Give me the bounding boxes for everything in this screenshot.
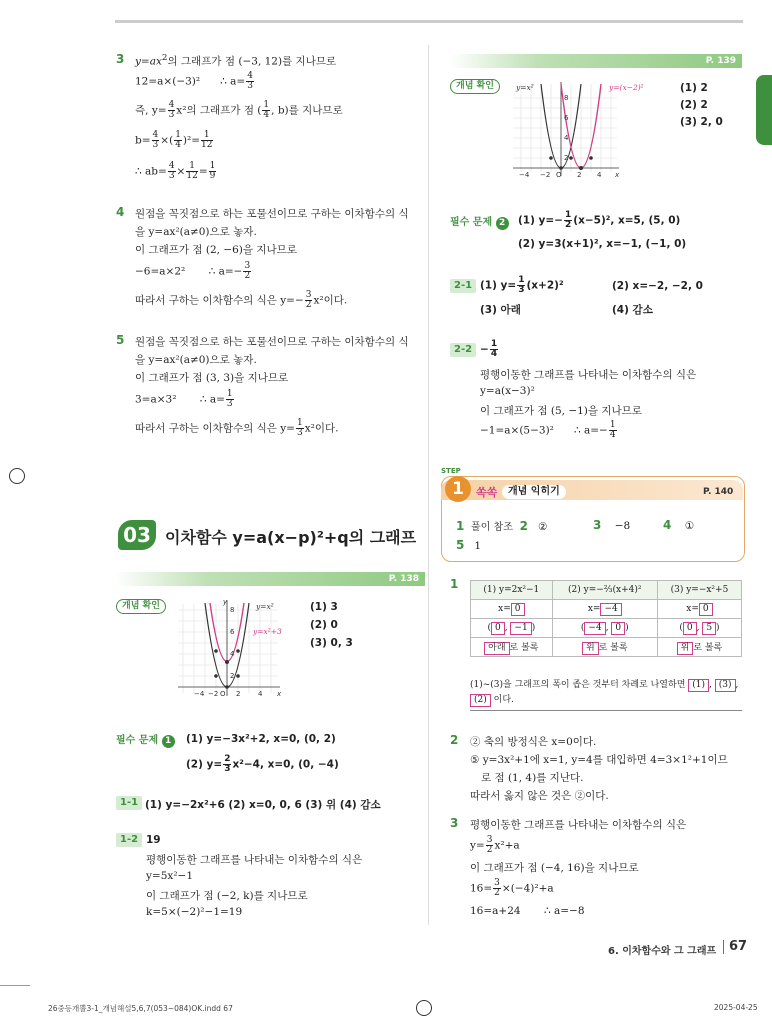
p3-l5e: = [198,165,208,178]
table-header: (2) y=−⅔(x+4)² [552,581,657,600]
chapter-title: 6. 이차함수와 그 그래프 [608,946,717,957]
required-1-a2a: (2) y= [186,758,223,771]
exercise-3-l2b: x²+a [494,839,520,852]
p3-l2b: ∴ a= [220,75,246,88]
p3-l3cd: 4 [263,110,270,120]
step-row-1 [456,518,547,533]
q2-1-a3: (3) 아래 [480,304,521,316]
q1-2-l2: y=5x²−1 [146,870,194,882]
q2-2-l1: 평행이동한 그래프를 나타내는 이차함수의 식은 [480,369,697,381]
q2-1-label: 2-1 [450,279,476,293]
q2-2-l4d: 4 [609,430,616,440]
exercise-3-l2a: y= [470,839,485,852]
step-r1-n1: 1 [456,519,465,533]
table-cell-box: −4 [584,622,605,635]
section-page-ref: P. 138 [388,574,419,584]
required-2-a1a: (1) y=− [518,214,563,227]
left-graph-point [225,685,229,689]
page-number: 67 [729,939,748,954]
step-r2-a1: 1 [474,540,482,552]
svg-text:y: y [223,598,228,606]
p3-l2d: 3 [247,81,253,91]
step-r1-a4: ① [684,520,695,532]
svg-text:−4: −4 [194,690,205,698]
svg-text:8: 8 [564,94,569,102]
left-graph-label-base: y=x² [256,602,274,611]
q2-2-ans-a: − [480,343,489,356]
q1-2-label: 1-2 [116,833,142,847]
q2-2-l2: y=a(x−3)² [480,385,535,397]
exercise-3-l2d: 2 [486,845,493,855]
p5-l5a: 따라서 구하는 이차함수의 식은 y= [135,422,295,435]
p5-l4d: 3 [226,399,233,409]
problem-5-number: 5 [116,333,125,347]
right-page-ref: P. 139 [705,56,736,66]
q2-2-label: 2-2 [450,343,476,357]
p3-l4c: 1 [175,130,181,140]
exercise-1-note-box: (1) [688,679,709,692]
q2-1-a2: (2) x=−2, −2, 0 [612,280,703,292]
p3-l5d: 3 [168,171,175,181]
p3-l4e: = [191,134,201,147]
slug-file: 26중등개뿔3-1_개념해설5,6,7(053~084)OK.indd 67 [48,1004,233,1013]
exercise-3-l5b: ∴ a=−8 [543,905,585,917]
step-page-ref: P. 140 [703,487,734,497]
right-graph-point [579,166,583,170]
right-graph-point [549,156,553,160]
step-r1-n4: 4 [663,518,672,532]
section-page-bar [115,572,425,586]
svg-text:4: 4 [597,171,602,179]
step-r1-a2: ② [537,521,548,533]
table-header: (1) y=2x²−1 [471,581,553,600]
q1-2-l3: 이 그래프가 점 (−2, k)를 지나므로 [146,890,308,902]
right-graph-point [589,156,593,160]
left-concept-a3: (3) 0, 3 [310,637,353,649]
table-cell-box: 0 [611,622,625,635]
left-concept-a1: (1) 3 [310,601,338,613]
step-r1-n2: 2 [519,519,528,533]
p5-l5d: 3 [296,428,303,438]
table-cell-box: 0 [699,603,713,616]
step-r1-a3: −8 [614,520,631,532]
p5-l5b: x²이다. [304,422,339,435]
table-row [471,600,742,619]
p5-l4n: 1 [226,389,233,399]
table-cell: 로 볼록 [693,642,723,653]
right-concept-label: 개념 확인 [450,79,500,94]
p4-l4n: 3 [244,261,251,271]
q2-2-ans-d: 4 [490,349,498,359]
p4-l5n: 3 [305,290,312,300]
exercise-3-l2n: 3 [486,835,493,845]
required-1-a1: (1) y=−3x²+2, x=0, (0, 2) [186,733,336,745]
left-concept-a2: (2) 0 [310,619,338,631]
exercise-2-l4: 따라서 옳지 않은 것은 ②이다. [470,790,609,802]
table-cell-box: −1 [510,622,531,635]
top-rule [115,20,743,23]
left-graph-point [214,649,218,653]
right-page-bar [450,54,742,68]
left-concept-label: 개념 확인 [116,599,166,614]
table-header: (3) y=−x²+5 [657,581,741,600]
p3-l3c: 1 [263,100,270,110]
right-graph-point [559,166,563,170]
p4-l4b: ∴ a=− [208,265,243,278]
footer-separator [723,940,724,954]
table-cell-box: 0 [491,622,505,635]
table-cell: x= [686,603,699,614]
q2-2-l4b: ∴ a=− [573,424,608,437]
p3-l4cd: 4 [175,140,181,150]
left-graph-point [236,649,240,653]
required-1-a2d: 3 [224,764,231,774]
step-row-2 [456,538,481,552]
p3-l4d: 3 [152,140,159,150]
step-label: STEP [441,467,461,475]
p5-l4b: ∴ a= [199,393,225,406]
q1-2-l4: k=5×(−2)²−1=19 [146,906,243,918]
table-cell-box: 5 [702,622,716,635]
table-cell: 로 볼록 [598,642,628,653]
exercise-1-number: 1 [450,577,459,591]
exercise-2-number: 2 [450,733,459,747]
step-number: 1 [445,476,471,502]
p5-l2: 을 y=ax²(a≠0)으로 놓자. [135,354,257,366]
problem-3-number: 3 [116,52,125,66]
section-badge-text: 03 [123,523,151,547]
table-cell-box: 아래 [484,642,509,655]
svg-text:4: 4 [258,690,263,698]
svg-text:6: 6 [230,628,235,636]
p3-l1a: y=ax [135,55,162,68]
table-cell-box: 위 [677,642,694,655]
registration-mark-icon [416,1000,432,1016]
required-2-number: 2 [496,217,509,230]
q2-2-l4: −1=a×(5−3)² [480,424,554,437]
p3-l5b: × [176,165,186,178]
right-concept-a3: (3) 2, 0 [680,116,723,128]
exercise-1-note: (1)~(3)을 그래프의 폭이 좁은 것부터 차례로 나열하면 (1) , (3) , (2) 이다. [470,680,739,705]
left-graph-point [214,674,218,678]
svg-text:x: x [615,171,620,179]
svg-text:8: 8 [230,606,235,614]
exercise-3-l4n: 3 [494,878,500,888]
exercise-1-rule [470,710,742,711]
right-concept-a2: (2) 2 [680,99,708,111]
p3-l3n: 4 [168,100,175,110]
q2-1-a1a: (1) y= [480,279,517,292]
svg-text:O: O [220,690,226,698]
q2-1-a1d: 3 [518,285,525,295]
required-1-label: 필수 문제 [116,735,159,746]
step-title: 개념 익히기 [502,485,566,499]
p4-l4: −6=a×2² [135,265,186,278]
p3-l4fd: 12 [201,140,213,150]
required-1-a2b: x²−4, x=0, (0, −4) [232,758,339,771]
left-graph-point [236,674,240,678]
registration-mark-icon [9,468,25,484]
q2-2-ans-n: 1 [490,339,498,349]
required-2-label: 필수 문제 [450,217,493,228]
p3-l5cd: 12 [186,171,198,181]
section-title: 이차함수 y=a(x−p)²+q의 그래프 [165,528,417,547]
p3-l5a: ∴ ab= [135,165,167,178]
p3-l3e: , b)를 지나므로 [271,104,343,117]
p3-l2: 12=a×(−3)² [135,75,201,88]
p3-l3d: 3 [168,110,175,120]
p3-l3b: x²의 그래프가 점 [176,104,254,117]
svg-text:−2: −2 [208,690,219,698]
table-cell-box: 위 [582,642,599,655]
required-1-a2n: 2 [224,754,231,764]
exercise-3-l4d: 2 [494,888,500,898]
exercise-3-number: 3 [450,816,459,830]
slug-date: 2025-04-25 [714,1003,758,1012]
p3-l4f: 1 [201,131,212,141]
step-r1-a1: 풀이 참조 [471,522,513,533]
p4-l5a: 따라서 구하는 이차함수의 식은 y=− [135,294,304,307]
q1-1-label: 1-1 [116,796,142,810]
section-badge [118,520,156,550]
right-graph-point [569,156,573,160]
p4-l2: 을 y=ax²(a≠0)으로 놓자. [135,226,257,238]
required-2-a1n: 1 [565,210,572,220]
exercise-3-l1: 평행이동한 그래프를 나타내는 이차함수의 식은 [470,819,687,831]
right-graph [513,80,663,185]
exercise-1-note-box: (2) [470,694,491,707]
required-2-a1b: (x−5)², x=5, (5, 0) [573,214,681,227]
svg-text:2: 2 [564,154,569,162]
q2-1-a1n: 1 [518,275,525,285]
left-graph-label-shifted: y=x²+3 [253,627,282,636]
p3-l4b: × [160,134,170,147]
exercise-1-note-box: (3) [715,679,736,692]
svg-text:−2: −2 [540,171,551,179]
side-tab [756,75,772,145]
svg-text:4: 4 [230,650,235,658]
p3-l5fd: 9 [209,171,216,181]
svg-text:O: O [556,171,562,179]
p3-l5n: 4 [168,161,175,171]
svg-text:2: 2 [236,690,241,698]
table-cell-box: 0 [683,622,697,635]
left-graph [178,598,288,703]
crop-mark [0,985,30,986]
p3-l5c: 1 [186,162,197,172]
table-cell-box: −4 [600,603,621,616]
p4-l5d: 2 [305,300,312,310]
q2-2-l4n: 1 [609,420,616,430]
problem-4-number: 4 [116,205,125,219]
p3-l5f: 1 [209,161,216,171]
exercise-1-table [470,580,742,657]
svg-text:6: 6 [564,114,569,122]
exercise-2-l3: 로 점 (1, 4)를 지난다. [481,772,584,784]
table-cell: x= [498,603,511,614]
exercise-2-l2: ⑤ y=3x²+1에 x=1, y=4를 대입하면 4=3×1²+1이므 [470,754,728,766]
q1-2-answer: 19 [146,834,161,846]
right-graph-label-shifted: y=(x−2)² [609,83,644,92]
required-2-a2: (2) y=3(x+1)², x=−1, (−1, 0) [518,238,687,250]
table-cell: 로 볼록 [509,642,539,653]
right-concept-a1: (1) 2 [680,82,708,94]
left-graph-grid [178,604,278,693]
p4-l3: 이 그래프가 점 (2, −6)을 지나므로 [135,244,297,256]
p3-l4a: b= [135,134,151,147]
p4-l4d: 2 [244,271,251,281]
p3-l2n: 4 [247,71,253,81]
p4-l1: 원점을 꼭짓점으로 하는 포물선이므로 구하는 이차함수의 식 [135,208,409,220]
p5-l4: 3=a×3² [135,393,177,406]
p4-l5b: x²이다. [313,294,348,307]
p5-l5n: 1 [296,418,303,428]
q1-1-answer: (1) y=−2x²+6 (2) x=0, 0, 6 (3) 위 (4) 감소 [145,799,381,811]
right-graph-ticks [519,94,620,179]
left-graph-point [225,660,229,664]
step-r2-n1: 5 [456,538,465,552]
table-cell: x= [587,603,601,614]
svg-text:−4: −4 [519,171,530,179]
column-divider [428,45,429,925]
step-deco: 쏙쏙 [476,486,498,499]
svg-text:2: 2 [577,171,582,179]
q1-2-l1: 평행이동한 그래프를 나타내는 이차함수의 식은 [146,854,363,866]
p3-l1b: 의 그래프가 점 (−3, 12)를 지나므로 [167,55,337,68]
exercise-3-l4a: 16= [470,882,493,895]
q2-1-a4: (4) 감소 [612,304,653,316]
svg-text:2: 2 [230,672,235,680]
p5-l3: 이 그래프가 점 (3, 3)을 지나므로 [135,372,289,384]
p3-l3a: 즉, y= [135,104,167,117]
p5-l1: 원점을 꼭짓점으로 하는 포물선이므로 구하는 이차함수의 식 [135,336,409,348]
table-row: ( 0 , −1 ) ( −4 , 0 ) ( 0 , 5 ) [471,619,742,638]
exercise-2-l1: ② 축의 방정식은 x=0이다. [470,736,597,748]
q2-2-l3: 이 그래프가 점 (5, −1)을 지나므로 [480,405,642,417]
table-row [471,638,742,657]
required-1-number: 1 [162,735,175,748]
p3-l4n: 4 [152,130,159,140]
step-r1-n3: 3 [593,518,602,532]
q2-1-a1b: (x+2)² [526,279,564,292]
svg-text:4: 4 [564,134,569,142]
exercise-3-l3: 이 그래프가 점 (−4, 16)을 지나므로 [470,862,639,874]
exercise-1-note-end: 이다. [493,695,514,705]
svg-text:x: x [277,690,282,698]
exercise-3-l4b: ×(−4)²+a [501,882,554,895]
exercise-3-l5: 16=a+24 [470,905,521,917]
required-2-a1d: 2 [565,220,572,230]
exercise-1-note-text: (1)~(3)을 그래프의 폭이 좁은 것부터 차례로 나열하면 [470,680,686,690]
right-graph-label-base: y=x² [516,83,534,92]
table-cell-box: 0 [511,603,525,616]
